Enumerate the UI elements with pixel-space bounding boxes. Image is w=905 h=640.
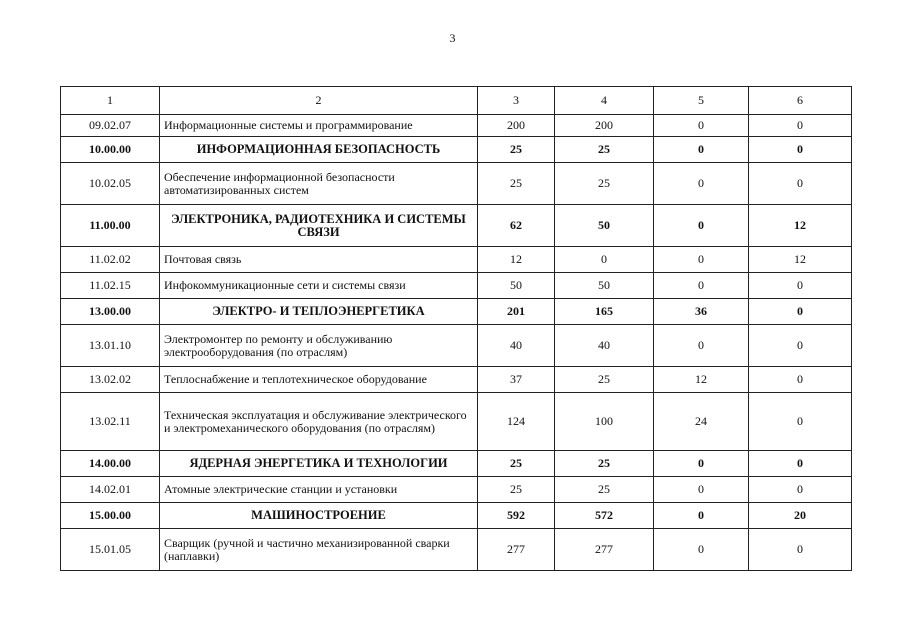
col3-cell: 124 xyxy=(478,393,555,451)
table-header-row xyxy=(61,87,852,115)
group-row xyxy=(61,503,852,529)
col6-cell: 0 xyxy=(749,163,852,205)
table-body xyxy=(61,87,852,571)
col6-cell: 0 xyxy=(749,115,852,137)
header-col-4: 4 xyxy=(555,87,654,115)
col3-cell: 62 xyxy=(478,205,555,247)
col6-cell: 12 xyxy=(749,247,852,273)
code-cell: 13.02.02 xyxy=(61,367,160,393)
col4-cell: 25 xyxy=(555,451,654,477)
col3-cell: 50 xyxy=(478,273,555,299)
col3-cell: 40 xyxy=(478,325,555,367)
col6-cell: 12 xyxy=(749,205,852,247)
code-cell: 14.00.00 xyxy=(61,451,160,477)
name-cell: Информационные системы и программирование xyxy=(160,115,478,137)
col5-cell: 0 xyxy=(654,325,749,367)
name-cell: ИНФОРМАЦИОННАЯ БЕЗОПАСНОСТЬ xyxy=(160,137,478,163)
col6-cell: 0 xyxy=(749,451,852,477)
name-cell: Теплоснабжение и теплотехническое оборудование xyxy=(160,367,478,393)
col4-cell: 50 xyxy=(555,205,654,247)
col4-cell: 0 xyxy=(555,247,654,273)
col6-cell: 0 xyxy=(749,325,852,367)
col4-cell: 25 xyxy=(555,163,654,205)
col4-cell: 277 xyxy=(555,529,654,571)
table-row xyxy=(61,273,852,299)
name-cell: ЭЛЕКТРОНИКА, РАДИОТЕХНИКА И СИСТЕМЫ СВЯЗИ xyxy=(160,205,478,247)
col6-cell: 0 xyxy=(749,137,852,163)
header-col-1: 1 xyxy=(61,87,160,115)
page-number: 3 xyxy=(449,31,456,45)
code-cell: 13.01.10 xyxy=(61,325,160,367)
table-row xyxy=(61,367,852,393)
col3-cell: 277 xyxy=(478,529,555,571)
group-row xyxy=(61,205,852,247)
col3-cell: 25 xyxy=(478,451,555,477)
code-cell: 11.02.02 xyxy=(61,247,160,273)
table-row xyxy=(61,115,852,137)
table-row xyxy=(61,163,852,205)
col5-cell: 0 xyxy=(654,247,749,273)
code-cell: 10.02.05 xyxy=(61,163,160,205)
header-col-3: 3 xyxy=(478,87,555,115)
col4-cell: 40 xyxy=(555,325,654,367)
col5-cell: 0 xyxy=(654,115,749,137)
table-row xyxy=(61,477,852,503)
col6-cell: 0 xyxy=(749,477,852,503)
col3-cell: 201 xyxy=(478,299,555,325)
header-col-2: 2 xyxy=(160,87,478,115)
name-cell: Инфокоммуникационные сети и системы связи xyxy=(160,273,478,299)
col5-cell: 12 xyxy=(654,367,749,393)
group-row xyxy=(61,451,852,477)
code-cell: 14.02.01 xyxy=(61,477,160,503)
col6-cell: 0 xyxy=(749,273,852,299)
group-row xyxy=(61,299,852,325)
name-cell: ЯДЕРНАЯ ЭНЕРГЕТИКА И ТЕХНОЛОГИИ xyxy=(160,451,478,477)
col5-cell: 0 xyxy=(654,205,749,247)
col3-cell: 592 xyxy=(478,503,555,529)
col5-cell: 0 xyxy=(654,163,749,205)
col5-cell: 0 xyxy=(654,451,749,477)
table-row xyxy=(61,529,852,571)
group-row xyxy=(61,137,852,163)
col6-cell: 0 xyxy=(749,529,852,571)
col3-cell: 25 xyxy=(478,137,555,163)
code-cell: 10.00.00 xyxy=(61,137,160,163)
code-cell: 15.00.00 xyxy=(61,503,160,529)
name-cell: Почтовая связь xyxy=(160,247,478,273)
col4-cell: 25 xyxy=(555,477,654,503)
code-cell: 11.00.00 xyxy=(61,205,160,247)
col3-cell: 37 xyxy=(478,367,555,393)
name-cell: ЭЛЕКТРО- И ТЕПЛОЭНЕРГЕТИКА xyxy=(160,299,478,325)
col5-cell: 24 xyxy=(654,393,749,451)
col4-cell: 165 xyxy=(555,299,654,325)
col6-cell: 0 xyxy=(749,367,852,393)
col4-cell: 200 xyxy=(555,115,654,137)
name-cell: Электромонтер по ремонту и обслуживанию электрооборудования (по отраслям) xyxy=(160,325,478,367)
col5-cell: 0 xyxy=(654,137,749,163)
table-row xyxy=(61,393,852,451)
col4-cell: 25 xyxy=(555,137,654,163)
table-row xyxy=(61,247,852,273)
col5-cell: 0 xyxy=(654,529,749,571)
col5-cell: 36 xyxy=(654,299,749,325)
col5-cell: 0 xyxy=(654,273,749,299)
col5-cell: 0 xyxy=(654,477,749,503)
code-cell: 13.02.11 xyxy=(61,393,160,451)
col6-cell: 0 xyxy=(749,393,852,451)
col3-cell: 25 xyxy=(478,163,555,205)
name-cell: Обеспечение информационной безопасности автоматизированных систем xyxy=(160,163,478,205)
code-cell: 13.00.00 xyxy=(61,299,160,325)
col3-cell: 12 xyxy=(478,247,555,273)
name-cell: Техническая эксплуатация и обслуживание электрического и электромеханического оборудования (по отраслям) xyxy=(160,393,478,451)
col6-cell: 20 xyxy=(749,503,852,529)
col4-cell: 100 xyxy=(555,393,654,451)
col6-cell: 0 xyxy=(749,299,852,325)
name-cell: МАШИНОСТРОЕНИЕ xyxy=(160,503,478,529)
col4-cell: 50 xyxy=(555,273,654,299)
code-cell: 09.02.07 xyxy=(61,115,160,137)
code-cell: 11.02.15 xyxy=(61,273,160,299)
col4-cell: 25 xyxy=(555,367,654,393)
data-table xyxy=(60,86,852,571)
col5-cell: 0 xyxy=(654,503,749,529)
name-cell: Сварщик (ручной и частично механизированной сварки (наплавки) xyxy=(160,529,478,571)
name-cell: Атомные электрические станции и установки xyxy=(160,477,478,503)
col3-cell: 200 xyxy=(478,115,555,137)
col4-cell: 572 xyxy=(555,503,654,529)
col3-cell: 25 xyxy=(478,477,555,503)
table-row xyxy=(61,325,852,367)
code-cell: 15.01.05 xyxy=(61,529,160,571)
header-col-6: 6 xyxy=(749,87,852,115)
header-col-5: 5 xyxy=(654,87,749,115)
